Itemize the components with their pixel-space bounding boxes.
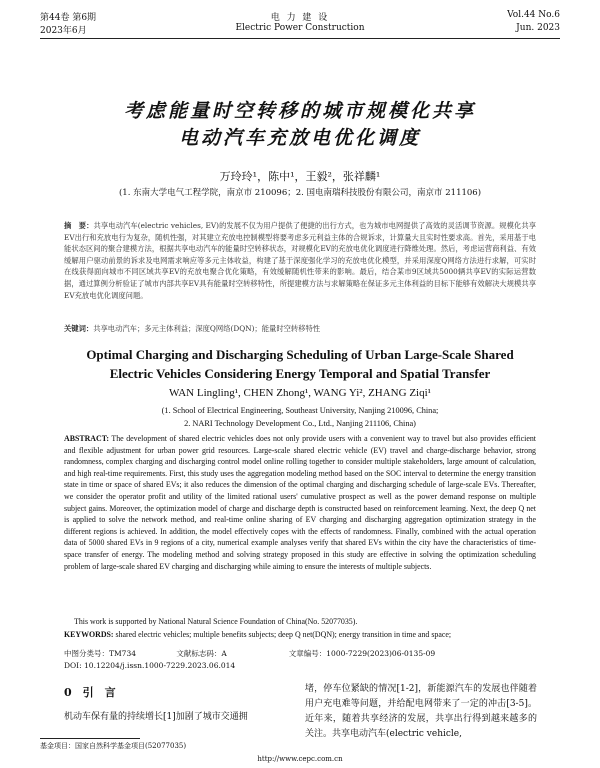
- meta-line: [64, 648, 435, 659]
- en-keywords-label: KEYWORDS:: [64, 630, 114, 639]
- cn-keywords-label: 关键词：: [64, 324, 94, 333]
- cn-abstract-label: 摘 要：: [64, 221, 94, 230]
- clc-number: 中图分类号：TM734: [64, 649, 136, 658]
- doc-code: 文献标志码：A: [176, 649, 227, 658]
- cn-keywords-text: 共享电动汽车；多元主体利益；深度Q网络(DQN)；能量时空转移特性: [93, 324, 321, 333]
- journal-date-cn: 2023年6月: [40, 26, 87, 36]
- cn-authors: 万玲玲¹，陈中¹，王毅²，张祥麟¹: [219, 170, 381, 183]
- en-affiliation-1: (1. School of Electrical Engineering, Southeast University, Nanjing 210096, China;: [161, 406, 439, 415]
- en-authors: WAN Lingling¹, CHEN Zhong¹, WANG Yi², ZHANG Ziqi¹: [169, 387, 431, 399]
- journal-name-en: Electric Power Construction: [235, 23, 365, 33]
- en-abstract-text: The development of shared electric vehicles does not only provide users with a convenient way to travel but also provides efficient and flexible adjustment for urban power grid resources. Large-scale shared electric vehicle (EV) travel and charge-discharge behavior, strong randomness, complex charging and discharging control model online rolling together to consider multiple stakeholders, large amount of calculation, and high real-time requirements. First, this study uses the aggregation modeling method based on the SOC interval to determine the energy transition state in time or space of shared EVs; it also reduces the dimension of the optimal charging and discharging schedule of large-scale EVs. Thereafter, we consider the operator profit and utility of the limited rational users' cumulative prospect as well as the power demand response on multiple subject gains. Moreover, the optimization model of charge and discharge depth is constructed based on reinforcement learning. Next, the deep Q net is applied to solve the network method, and real-time online sharing of EV charging and discharging aggregation optimization strategy in the different regions is achieved. In addition, the model effectively copes with the effects of randomness. Finally, combined with the actual operation data of 5000 shared EVs in 9 regions of a city, numerical example analyses verify that shared EVs within the city have the characteristics of time-space transfer of energy. The modeling method and solving strategy proposed in this study are effective in solving the optimization scheduling problem of large-scale shared EV charging and discharging while aiming to ensure the interests of multiple subjects.: [64, 434, 536, 571]
- cn-abstract: [64, 220, 536, 301]
- en-abstract: [64, 433, 536, 572]
- footnote-rule: [40, 738, 140, 739]
- journal-name-cn: 电 力 建 设: [270, 13, 330, 23]
- en-keywords: [64, 629, 536, 641]
- en-title: [40, 345, 560, 383]
- journal-volume-cn: 第44卷 第6期: [40, 13, 97, 23]
- cn-keywords: [64, 323, 536, 335]
- cn-title-line2: 电动汽车充放电优化调度: [178, 127, 421, 149]
- fund-footnote: 基金项目：国家自然科学基金项目(52077035): [40, 742, 187, 750]
- body-left-paragraph: 机动车保有量的持续增长[1]加剧了城市交通拥: [64, 712, 248, 722]
- en-funding: This work is supported by National Natural Science Foundation of China(No. 52077035).: [74, 617, 358, 626]
- article-number: 文章编号：1000-7229(2023)06-0135-09: [288, 649, 436, 658]
- body-right-paragraph: 堵，停车位紧缺的情况[1-2]，新能源汽车的发展也伴随着用户充电难等问题，并给配电网带来了一定的冲击[3-5]。近年来，随着共享经济的发展，共享出行得到越来越多的关注。共享电动汽车(electric vehicle,: [305, 684, 537, 739]
- header-rule: [40, 38, 560, 39]
- doi: DOI: 10.12204/j.issn.1000-7229.2023.06.014: [64, 661, 236, 670]
- cn-abstract-text: 共享电动汽车(electric vehicles, EV)的发展不仅为用户提供了便捷的出行方式，也为城市电网提供了高效的灵活调节资源。规模化共享EV出行和充放电行为复杂，随机性强，对其建立充放电控制模型将要考虑多元利益主体的合规诉求，计算量大且实时性要求高。首先，采用基于电能状态区间的聚合建模方法，根据共享电动汽车的能量时空转移状态，对规模化EV的充放电优化调度进行降维处理。然后，考虑运营商利益、有效缓解用户驱动前景的诉求及电网需求响应等多元主体收益，构建了基于深度强化学习的充放电优化模型，并采用深度Q网络方法进行求解，可实时在线获得面向城市不同区域共享EV的充放电聚合优化策略，有效缓解随机性带来的影响。最后，结合某市9区域共5000辆共享EV的实际运营数据，通过算例分析验证了城市内部共享EV具有能量时空转移特性，所提建模方法与求解策略在保证多元主体利益的目标下能够有效解决大规模共享EV充放电优化调度问题。: [64, 221, 537, 300]
- en-title-line1: Optimal Charging and Discharging Scheduling of Urban Large-Scale Shared: [86, 347, 514, 362]
- cn-title-line1: 考虑能量时空转移的城市规模化共享: [123, 100, 476, 122]
- en-abstract-label: ABSTRACT:: [64, 434, 110, 443]
- cn-title: [40, 98, 560, 152]
- en-title-line2: Electric Vehicles Considering Energy Temporal and Spatial Transfer: [109, 366, 491, 381]
- journal-date-en: Jun. 2023: [516, 23, 560, 33]
- en-affiliation-2: 2. NARI Technology Development Co., Ltd., Nanjing 211106, China): [184, 419, 416, 428]
- en-keywords-text: shared electric vehicles; multiple benefits subjects; deep Q net(DQN); energy transition in time and space;: [115, 630, 452, 639]
- journal-volume-en: Vol.44 No.6: [507, 10, 560, 20]
- journal-url: http://www.cepc.com.cn: [257, 755, 343, 763]
- cn-affiliation: (1. 东南大学电气工程学院，南京市 210096；2. 国电南瑞科技股份有限公司，南京市 211106): [118, 188, 482, 198]
- section-heading: 0 引 言: [64, 686, 116, 699]
